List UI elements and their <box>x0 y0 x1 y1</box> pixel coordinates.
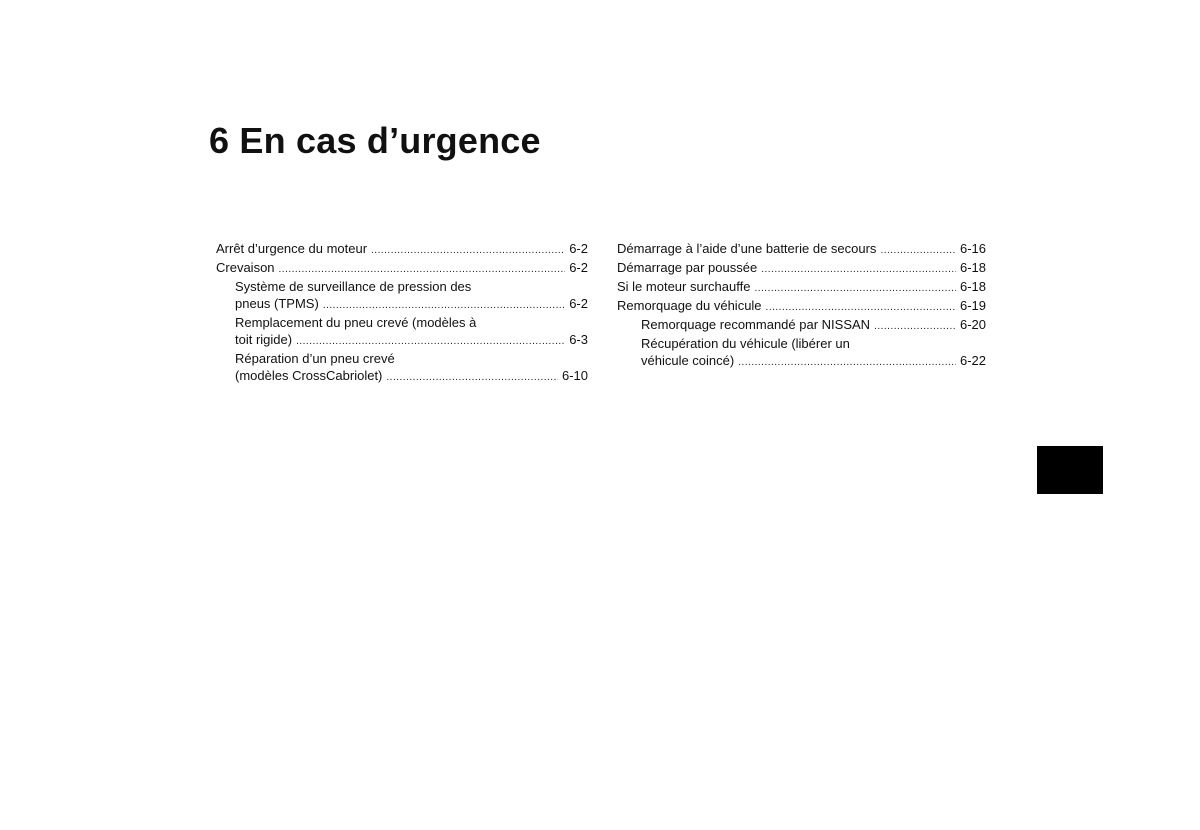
toc-entry-tire-repair[interactable] <box>216 350 588 386</box>
toc-page-number: 6-10 <box>561 368 588 383</box>
toc-page-number: 6-18 <box>959 279 986 294</box>
toc-entry-label-line: Remplacement du pneu crevé (modèles à <box>235 315 477 330</box>
toc-entry-label: pneus (TPMS) <box>235 296 319 311</box>
toc-leader-dots <box>296 333 565 350</box>
toc-entry-label: Crevaison <box>216 260 275 275</box>
toc-entry-tpms[interactable] <box>216 278 588 314</box>
chapter-thumb-tab <box>1037 446 1103 494</box>
toc-page-number: 6-22 <box>959 353 986 368</box>
toc-page-number: 6-2 <box>569 241 588 256</box>
toc-leader-dots <box>323 297 565 314</box>
toc-right-column <box>617 240 986 371</box>
chapter-title: 6 En cas d’urgence <box>209 120 541 161</box>
toc-leader-dots <box>761 261 956 278</box>
toc-entry-label: (modèles CrossCabriolet) <box>235 368 383 383</box>
toc-entry-push-start[interactable] <box>617 259 986 278</box>
toc-entry-label: Remorquage recommandé par NISSAN <box>641 317 871 332</box>
toc-entry-label-line: Système de surveillance de pression des <box>235 279 472 294</box>
toc-left-column <box>216 240 588 386</box>
toc-entry-overheat[interactable] <box>617 278 986 297</box>
toc-entry-label-line: Réparation d’un pneu crevé <box>235 351 395 366</box>
toc-leader-dots <box>279 261 566 278</box>
toc-entry-towing-recommended[interactable] <box>617 316 986 335</box>
toc-leader-dots <box>738 354 956 371</box>
toc-entry-label: Démarrage par poussée <box>617 260 758 275</box>
toc-entry-jump-start[interactable] <box>617 240 986 259</box>
toc-entry-flat-tire[interactable] <box>216 259 588 278</box>
toc-page-number: 6-2 <box>569 260 588 275</box>
toc-leader-dots <box>371 242 565 259</box>
toc-entry-label: Démarrage à l’aide d’une batterie de secours <box>617 241 877 256</box>
toc-entry-towing[interactable] <box>617 297 986 316</box>
toc-page-number: 6-3 <box>569 332 588 347</box>
toc-entry-tire-replacement[interactable] <box>216 314 588 350</box>
toc-page-number: 6-18 <box>959 260 986 275</box>
toc-page-number: 6-2 <box>569 296 588 311</box>
toc-leader-dots <box>754 280 956 297</box>
toc-leader-dots <box>386 369 558 386</box>
toc-page-number: 6-19 <box>959 298 986 313</box>
toc-entry-label: Arrêt d’urgence du moteur <box>216 241 368 256</box>
toc-entry-vehicle-recovery[interactable] <box>617 335 986 371</box>
toc-entry-label: véhicule coincé) <box>641 353 735 368</box>
toc-page-number: 6-16 <box>959 241 986 256</box>
toc-leader-dots <box>874 318 956 335</box>
toc-entry-label: Remorquage du véhicule <box>617 298 762 313</box>
toc-page-number: 6-20 <box>959 317 986 332</box>
toc-leader-dots <box>766 299 956 316</box>
toc-entry-label: toit rigide) <box>235 332 293 347</box>
toc-entry-label-line: Récupération du véhicule (libérer un <box>641 336 850 351</box>
toc-entry-emergency-stop[interactable] <box>216 240 588 259</box>
toc-leader-dots <box>880 242 956 259</box>
toc-entry-label: Si le moteur surchauffe <box>617 279 751 294</box>
